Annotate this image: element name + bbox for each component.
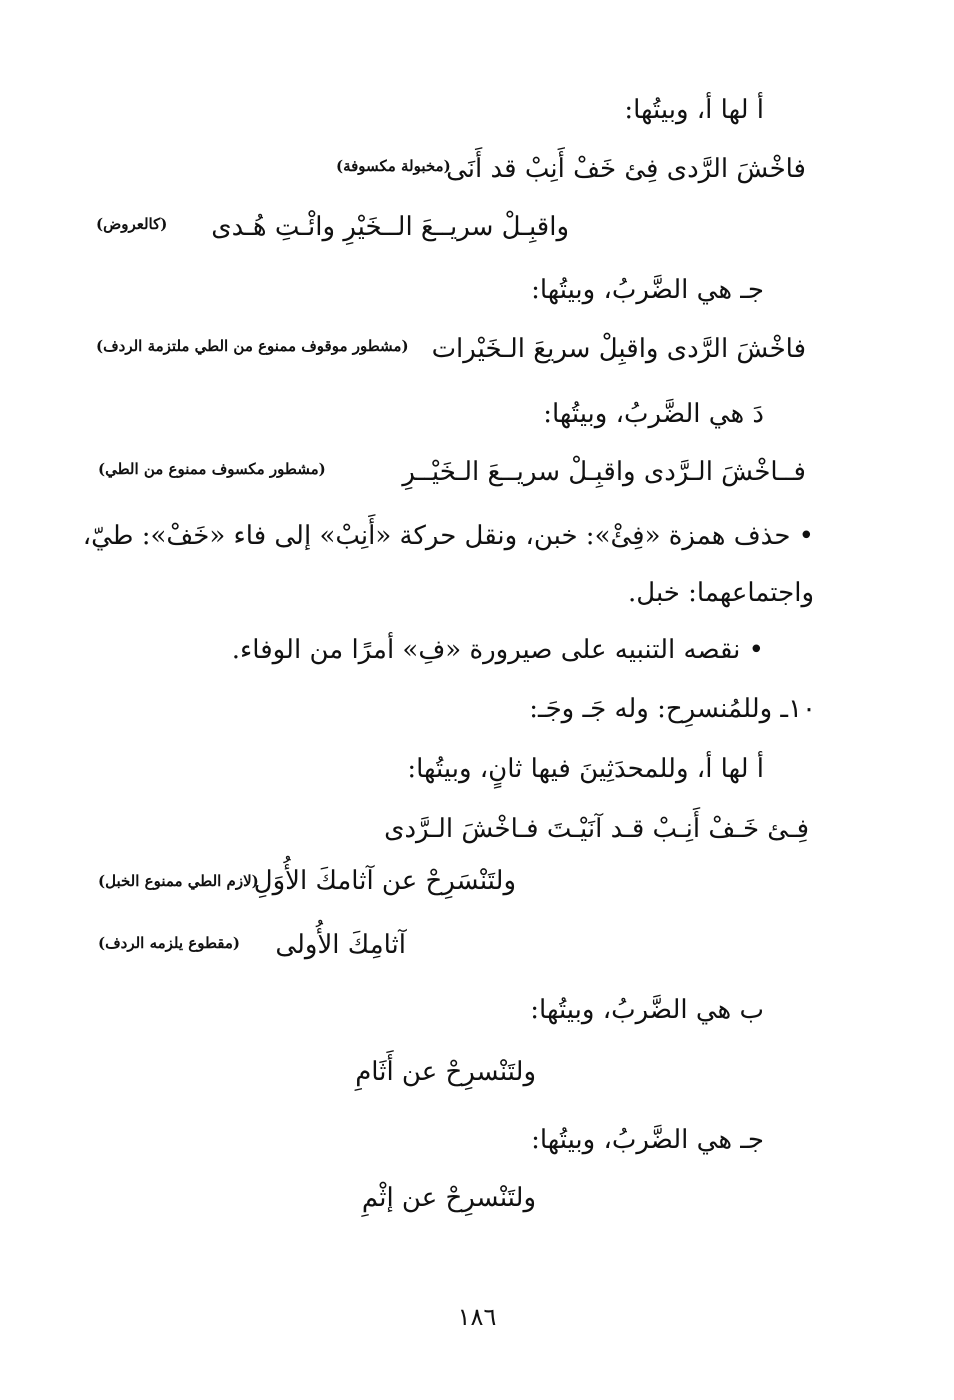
verse-line-8: ولتَنْسرِحْ عن أَثَامِ bbox=[355, 1057, 536, 1087]
verse-line-2: واقبِـلْ سريــعَ الــخَيْرِ وائْـتِ هُـدى bbox=[211, 212, 569, 242]
verse-line-3: فاخْشَ الرَّدى واقبِلْ سريعَ الـخَيْرات bbox=[431, 334, 806, 364]
text-line-5: ب هي الضَّربُ، وبيتُها: bbox=[530, 995, 764, 1025]
text-line-2: جـ هي الضَّربُ، وبيتُها: bbox=[531, 275, 764, 305]
verse-line-7: آثامِكَ الأُولى bbox=[275, 930, 406, 960]
verse-line-5: فِـئ خَـفْ أَنِـبْ قـد آنَيْـتَ فـاخْشَ الـرَّدى bbox=[384, 814, 809, 844]
section-heading: ١٠ـ وللمُنسرِح: وله جَـ وجَـ: bbox=[529, 694, 816, 724]
verse-line-9: ولتَنْسرِحْ عن إثْمِ bbox=[361, 1183, 536, 1213]
verse-note-2: (كالعروض) bbox=[96, 215, 168, 233]
verse-note-3: (مشطور موقوف ممنوع من الطي ملتزمة الردف) bbox=[96, 337, 409, 355]
text-line-4: أ لها أ، وللمحدَثِينَ فيها ثانٍ، وبيتُها: bbox=[407, 754, 764, 784]
text-line-1: أ لها أ، وبيتُها: bbox=[624, 95, 764, 125]
paragraph-line-1: • حذف همزة «فِئْ»: خبن، ونقل حركة «أَنِبْ» إلى فاء «خَفْ»: طيّ، bbox=[82, 521, 814, 551]
verse-line-1: فاخْشَ الرَّدى فِئ خَفْ أَنِبْ قد أَنَى bbox=[446, 154, 806, 184]
verse-note-5: (لازم الطي ممنوع الخبل) bbox=[98, 872, 259, 890]
paragraph-line-2: واجتماعهما: خبل. bbox=[628, 578, 814, 608]
text-line-3: دَ هي الضَّربُ، وبيتُها: bbox=[543, 399, 764, 429]
verse-line-6: ولتَنْسَرِحْ عن آثامكَ الأُوَلِ bbox=[253, 866, 516, 896]
verse-note-6: (مقطوع يلزمه الردف) bbox=[98, 934, 241, 952]
verse-note-1: (مخبولة مكسوفة) bbox=[336, 157, 451, 175]
verse-line-4: فــاخْشَ الـرَّدى واقبِـلْ سريــعَ الـخَيْــرِ bbox=[402, 457, 806, 487]
text-line-6: جـ هي الضَّربُ، وبيتُها: bbox=[531, 1125, 764, 1155]
page-number: ١٨٦ bbox=[457, 1303, 497, 1331]
paragraph-line-3: • نقصه التنبيه على صيرورة «فِ» أمرًا من الوفاء. bbox=[231, 635, 764, 665]
verse-note-4: (مشطور مكسوف ممنوع من الطي) bbox=[98, 460, 326, 478]
